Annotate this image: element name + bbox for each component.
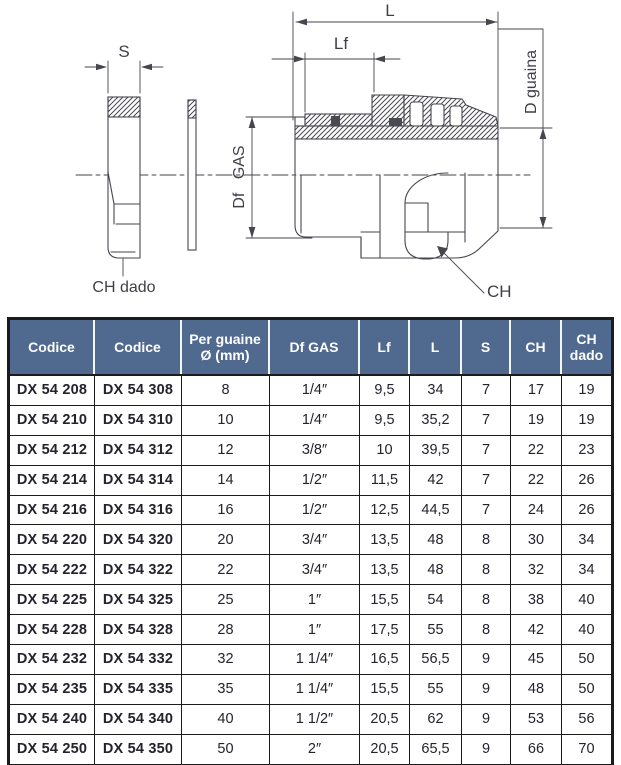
- table-cell: 50: [182, 735, 270, 764]
- table-cell: 22: [182, 555, 270, 584]
- table-row: [10, 644, 611, 674]
- table-cell: DX 54 235: [10, 675, 95, 704]
- label-ch: CH: [487, 282, 512, 301]
- table-cell: 30: [511, 525, 562, 554]
- table-cell: 35: [182, 675, 270, 704]
- table-cell: 48: [410, 525, 462, 554]
- table-cell: 12: [182, 436, 270, 465]
- gland-body: [295, 95, 498, 259]
- table-cell: 9: [462, 705, 511, 734]
- table-cell: 40: [578, 591, 595, 608]
- table-cell: 40: [578, 621, 595, 638]
- table-cell: 9: [462, 675, 511, 704]
- nut-section: [108, 97, 140, 258]
- table-cell: DX 54 210: [10, 406, 95, 435]
- table-row: [10, 376, 611, 405]
- table-cell: 54: [410, 585, 462, 614]
- column-header: Df GAS: [270, 320, 360, 374]
- washer: [188, 100, 196, 250]
- table-cell: 28: [182, 615, 270, 644]
- column-header: CH dado: [569, 331, 604, 363]
- table-row: [10, 524, 611, 554]
- table-cell: 9,5: [360, 376, 410, 405]
- table-cell: 42: [410, 466, 462, 495]
- table-body: [10, 376, 611, 764]
- table-cell: 1 1/4″: [270, 645, 360, 674]
- table-cell: 8: [462, 585, 511, 614]
- table-cell: 35,2: [410, 406, 462, 435]
- table-cell: DX 54 228: [10, 615, 95, 644]
- dimension-lines: [85, 12, 552, 293]
- table-cell: 50: [578, 651, 595, 668]
- table-cell: 9,5: [360, 406, 410, 435]
- table-cell: 14: [182, 466, 270, 495]
- table-cell: 13,5: [360, 555, 410, 584]
- table-cell: 1/4″: [270, 406, 360, 435]
- table-cell: DX 54 312: [95, 436, 182, 465]
- table-cell: DX 54 250: [10, 735, 95, 764]
- table-cell: 7: [462, 496, 511, 525]
- table-cell: 66: [511, 735, 562, 764]
- column-header: Per guaine Ø (mm): [182, 320, 270, 374]
- table-cell: 1″: [270, 585, 360, 614]
- table-cell: 48: [511, 675, 562, 704]
- table-cell: 32: [182, 645, 270, 674]
- table-cell: 20: [182, 525, 270, 554]
- table-cell: DX 54 340: [95, 705, 182, 734]
- table-cell: DX 54 240: [10, 705, 95, 734]
- table-cell: 1/4″: [270, 376, 360, 405]
- table-cell: 1/2″: [270, 466, 360, 495]
- dimensions-table: [7, 317, 614, 765]
- table-cell: DX 54 208: [10, 376, 95, 405]
- table-cell: 1 1/4″: [270, 675, 360, 704]
- table-cell: 8: [462, 555, 511, 584]
- table-cell: 2″: [270, 735, 360, 764]
- table-cell: 17,5: [360, 615, 410, 644]
- table-cell: 15,5: [360, 675, 410, 704]
- technical-drawing: [0, 0, 621, 316]
- table-cell: 1 1/2″: [270, 705, 360, 734]
- table-cell: 55: [410, 675, 462, 704]
- table-cell: 32: [511, 555, 562, 584]
- table-cell: 15,5: [360, 585, 410, 614]
- table-cell: DX 54 214: [10, 466, 95, 495]
- table-cell: 3/4″: [270, 555, 360, 584]
- table-cell: 55: [410, 615, 462, 644]
- table-cell: 7: [462, 466, 511, 495]
- table-row: [10, 405, 611, 435]
- table-cell: DX 54 320: [95, 525, 182, 554]
- table-row: [10, 495, 611, 525]
- table-cell: 45: [511, 645, 562, 674]
- table-cell: DX 54 308: [95, 376, 182, 405]
- table-cell: 16,5: [360, 645, 410, 674]
- table-cell: DX 54 325: [95, 585, 182, 614]
- table-cell: DX 54 332: [95, 645, 182, 674]
- column-header: Codice: [10, 320, 95, 374]
- table-cell: 42: [511, 615, 562, 644]
- table-cell: 1″: [270, 615, 360, 644]
- table-cell: 10: [182, 406, 270, 435]
- table-cell: DX 54 322: [95, 555, 182, 584]
- table-cell: DX 54 220: [10, 525, 95, 554]
- table-cell: DX 54 310: [95, 406, 182, 435]
- table-cell: 3/4″: [270, 525, 360, 554]
- table-cell: DX 54 314: [95, 466, 182, 495]
- table-cell: 3/8″: [270, 436, 360, 465]
- table-cell: 34: [410, 376, 462, 405]
- table-cell: 19: [511, 406, 562, 435]
- table-cell: 20,5: [360, 705, 410, 734]
- table-cell: 12,5: [360, 496, 410, 525]
- table-cell: DX 54 232: [10, 645, 95, 674]
- table-cell: 1/2″: [270, 496, 360, 525]
- table-cell: 22: [511, 466, 562, 495]
- table-row: [10, 465, 611, 495]
- table-cell: 7: [462, 406, 511, 435]
- table-cell: DX 54 328: [95, 615, 182, 644]
- table-cell: 40: [182, 705, 270, 734]
- table-cell: 7: [462, 376, 511, 405]
- table-cell: 16: [182, 496, 270, 525]
- dim-label-s: S: [118, 42, 130, 61]
- table-cell: DX 54 222: [10, 555, 95, 584]
- column-header: CH: [511, 320, 562, 374]
- table-cell: 44,5: [410, 496, 462, 525]
- table-row: [10, 554, 611, 584]
- dim-label-l: L: [385, 1, 395, 20]
- table-cell: 20,5: [360, 735, 410, 764]
- table-cell: 26: [578, 502, 595, 518]
- table-row: [10, 435, 611, 465]
- table-cell: 34: [578, 531, 595, 548]
- column-header: Codice: [95, 320, 182, 374]
- label-ch-dado: CH dado: [92, 279, 156, 296]
- table-cell: 56,5: [410, 645, 462, 674]
- table-cell: 8: [462, 615, 511, 644]
- table-cell: 19: [578, 412, 595, 429]
- table-cell: 39,5: [410, 436, 462, 465]
- table-row: [10, 614, 611, 644]
- table-cell: 9: [462, 645, 511, 674]
- table-cell: 26: [578, 472, 595, 489]
- table-cell: 53: [511, 705, 562, 734]
- dim-label-df-gas: Df GAS: [231, 145, 248, 209]
- table-cell: DX 54 335: [95, 675, 182, 704]
- table-cell: 25: [182, 585, 270, 614]
- drawing-lines: [76, 12, 552, 293]
- table-cell: 7: [462, 436, 511, 465]
- table-cell: 8: [182, 376, 270, 405]
- table-cell: 38: [511, 585, 562, 614]
- table-cell: 22: [511, 436, 562, 465]
- column-header: Lf: [360, 320, 410, 374]
- table-cell: 65,5: [410, 735, 462, 764]
- table-cell: 48: [410, 555, 462, 584]
- column-header: S: [462, 320, 511, 374]
- table-row: [10, 584, 611, 614]
- table-cell: 17: [511, 376, 562, 405]
- table-cell: 24: [511, 496, 562, 525]
- table-cell: 23: [578, 442, 595, 459]
- table-cell: DX 54 350: [95, 735, 182, 764]
- column-header: L: [410, 320, 462, 374]
- table-cell: 8: [462, 525, 511, 554]
- table-cell: DX 54 212: [10, 436, 95, 465]
- table-row: [10, 704, 611, 734]
- table-cell: 13,5: [360, 525, 410, 554]
- table-cell: 62: [410, 705, 462, 734]
- table-cell: 11,5: [360, 466, 410, 495]
- table-header-row: [10, 320, 611, 376]
- table-cell: 10: [360, 436, 410, 465]
- table-cell: 34: [578, 561, 595, 578]
- table-cell: 70: [578, 741, 595, 758]
- table-cell: DX 54 216: [10, 496, 95, 525]
- table-row: [10, 734, 611, 764]
- table-cell: DX 54 225: [10, 585, 95, 614]
- table-cell: DX 54 316: [95, 496, 182, 525]
- table-cell: 56: [578, 711, 595, 728]
- table-cell: 19: [578, 382, 595, 399]
- dim-label-lf: Lf: [333, 34, 349, 53]
- table-cell: 50: [578, 681, 595, 698]
- dim-label-d-guaina: D guaina: [523, 49, 540, 115]
- table-cell: 9: [462, 735, 511, 764]
- table-row: [10, 674, 611, 704]
